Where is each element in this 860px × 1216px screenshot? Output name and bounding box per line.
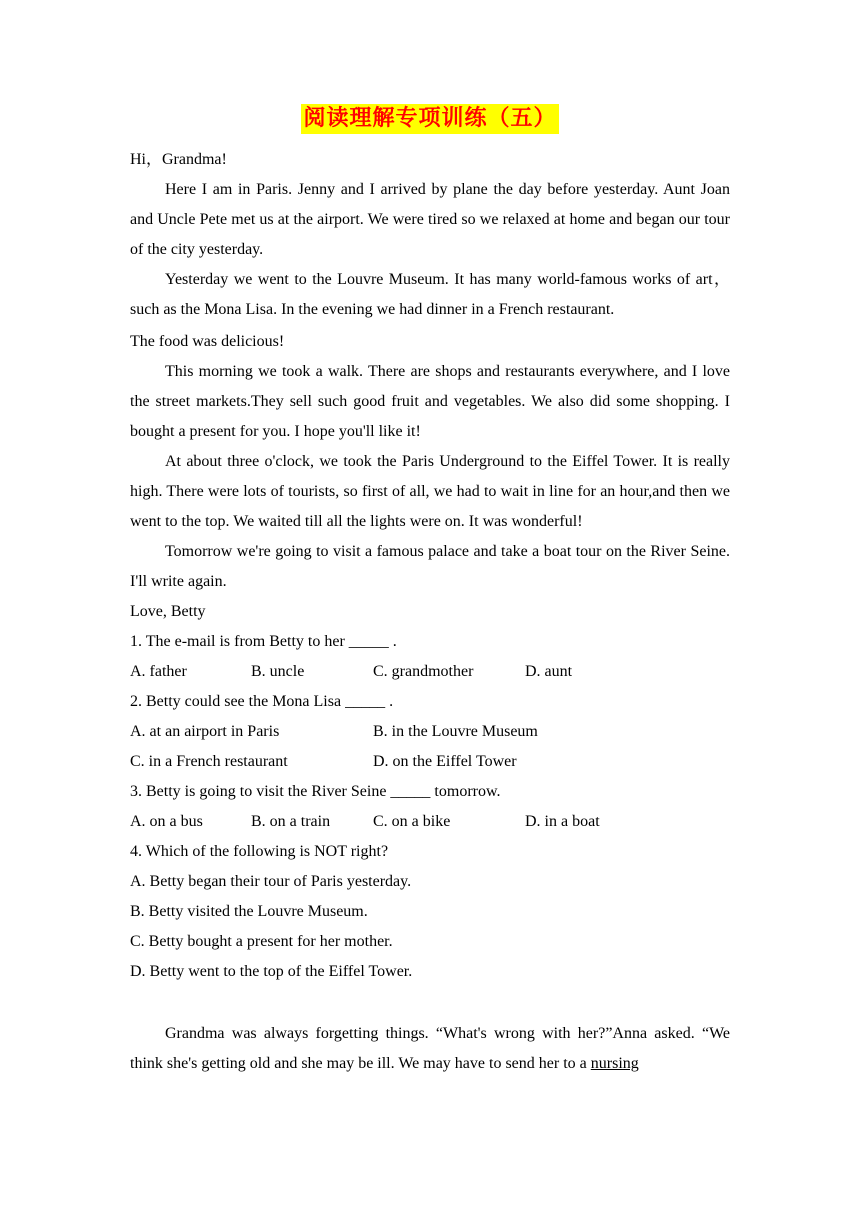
question-3-options bbox=[130, 807, 730, 837]
letter-signoff: Love, Betty bbox=[130, 603, 206, 620]
question-2-options-row-2 bbox=[130, 747, 730, 777]
section-gap bbox=[130, 987, 730, 1017]
q2-option-b: B. in the Louvre Museum bbox=[373, 723, 538, 740]
letter-paragraph-2-end: The food was delicious! bbox=[130, 333, 285, 350]
title-wrap bbox=[130, 104, 730, 134]
letter-paragraph-5: Tomorrow we're going to visit a famous palace and take a boat tour on the River Seine. I'll write again. bbox=[130, 543, 730, 590]
passage-2-text: Grandma was always forgetting things. “What's wrong with her?”Anna asked. “We think she's getting old and she may be ill. We may have to send her to a bbox=[130, 1025, 730, 1072]
document-body bbox=[130, 145, 730, 1079]
question-2-stem: 2. Betty could see the Mona Lisa _____ . bbox=[130, 693, 394, 710]
q2-option-a: A. at an airport in Paris bbox=[130, 723, 280, 740]
q3-option-b: B. on a train bbox=[251, 813, 331, 830]
letter-paragraph-2: Yesterday we went to the Louvre Museum. It has many world-famous works of art，such as the Mona Lisa. In the evening we had dinner in a French restaurant. bbox=[130, 271, 730, 318]
q1-option-d: D. aunt bbox=[525, 663, 573, 680]
q4-option-b: B. Betty visited the Louvre Museum. bbox=[130, 903, 368, 920]
question-1-stem: 1. The e-mail is from Betty to her _____ . bbox=[130, 633, 397, 650]
q2-option-d: D. on the Eiffel Tower bbox=[373, 753, 517, 770]
question-4-stem: 4. Which of the following is NOT right? bbox=[130, 843, 389, 860]
page-title: 阅读理解专项训练（五） bbox=[301, 104, 558, 134]
q1-option-a: A. father bbox=[130, 663, 187, 680]
letter-paragraph-3: This morning we took a walk. There are shops and restaurants everywhere, and I love the street markets.They sell such good fruit and vegetables. We also did some shopping. I bought a present for you. I hope you'll like it! bbox=[130, 363, 730, 440]
question-3-stem: 3. Betty is going to visit the River Seine _____ tomorrow. bbox=[130, 783, 501, 800]
letter-paragraph-1: Here I am in Paris. Jenny and I arrived by plane the day before yesterday. Aunt Joan and Uncle Pete met us at the airport. We were tired so we relaxed at home and began our tour of the city yesterday. bbox=[130, 181, 730, 258]
q4-option-a: A. Betty began their tour of Paris yesterday. bbox=[130, 873, 412, 890]
q3-option-d: D. in a boat bbox=[525, 813, 600, 830]
q4-option-d: D. Betty went to the top of the Eiffel Tower. bbox=[130, 963, 413, 980]
question-1-options bbox=[130, 657, 730, 687]
passage-2-paragraph-1 bbox=[130, 1019, 730, 1079]
question-2-options-row-1 bbox=[130, 717, 730, 747]
q3-option-a: A. on a bus bbox=[130, 813, 203, 830]
underlined-word: nursing bbox=[590, 1055, 639, 1072]
q4-option-c: C. Betty bought a present for her mother. bbox=[130, 933, 393, 950]
q1-option-b: B. uncle bbox=[251, 663, 305, 680]
letter-paragraph-4: At about three o'clock, we took the Paris Underground to the Eiffel Tower. It is really high. There were lots of tourists, so first of all, we had to wait in line for an hour,and then we went to the top. We waited till all the lights were on. It was wonderful! bbox=[130, 453, 730, 530]
q3-option-c: C. on a bike bbox=[373, 813, 451, 830]
q1-option-c: C. grandmother bbox=[373, 663, 474, 680]
letter-greeting: Hi，Grandma! bbox=[130, 151, 227, 168]
q2-option-c: C. in a French restaurant bbox=[130, 753, 288, 770]
